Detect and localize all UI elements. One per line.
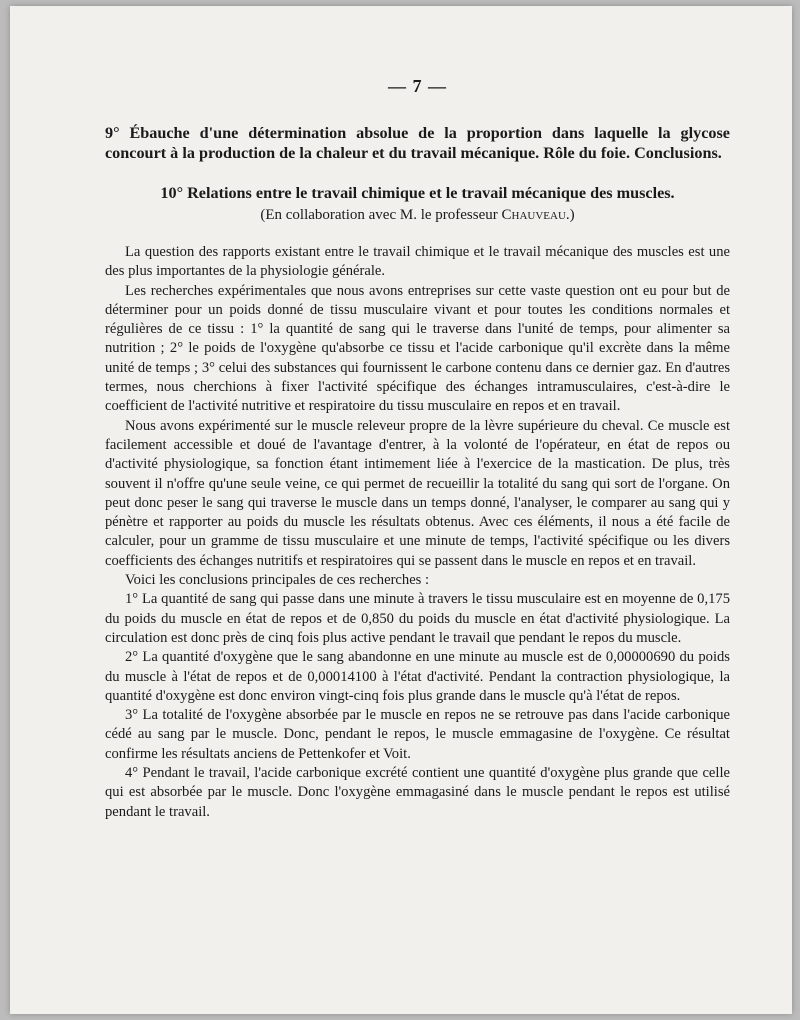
- page-content: [105, 76, 730, 822]
- paragraph-method: Nous avons expérimenté sur le muscle releveur propre de la lèvre supérieure du cheval. Ce muscle est facilement accessible et doué de l'avantage d'entrer, à la volonté de l'opérateur, en état de repos ou d'activité physiologique, sa fonction étant intimement liée à l'exercice de la mastication. De plus, très souvent il n'offre qu'une seule veine, ce qui permet de recueillir la totalité du sang qui sort de l'organe. On peut donc peser le sang qui traverse le muscle dans un temps donné, l'analyser, le comparer au sang qui y pénètre et rapporter au poids du muscle les résultats obtenus. Avec ces éléments, il nous a été facile de calculer, pour un gramme de tissu musculaire et une minute de temps, l'activité spécifique ou les divers coefficients des échanges nutritifs et respiratoires qui se passent dans le muscle en repos et en travail.: [105, 417, 730, 569]
- section-10-heading: 10° Relations entre le travail chimique et le travail mécanique des muscles.: [160, 184, 675, 202]
- document-page: [10, 6, 792, 1014]
- collaboration-suffix: .): [565, 207, 575, 223]
- section-9-heading: 9° Ébauche d'une détermination absolue de la proportion dans laquelle la glycose concourt à la production de la chaleur et du travail mécanique. Rôle du foie. Conclusions.: [105, 124, 730, 162]
- paragraph-conclusion-3: 3° La totalité de l'oxygène absorbée par le muscle en repos ne se retrouve pas dans l'acide carbonique cédé au sang par le muscle. Donc, pendant le repos, le muscle emmagasine de l'oxygène. Ce résultat confirme les résultats anciens de Pettenkofer et Voit.: [105, 707, 730, 762]
- paragraph-conclusions-intro: Voici les conclusions principales de ces recherches :: [125, 572, 430, 589]
- page-number: — 7 —: [388, 76, 447, 96]
- collaborator-name: Chauveau: [501, 207, 566, 223]
- body-text: [105, 243, 730, 822]
- paragraph-research-goals: Les recherches expérimentales que nous avons entreprises sur cette vaste question ont eu pour but de déterminer pour un poids donné de tissu musculaire vivant et pour toutes les conditions normales et régulières de ce tissu : 1° la quantité de sang qui le traverse dans l'unité de temps, pour alimenter sa nutrition ; 2° le poids de l'oxygène qu'absorbe ce tissu et l'acide carbonique qu'il excrète dans la même unité de temps ; 3° celui des substances qui fournissent le carbone contenu dans ce dernier gaz. En d'autres termes, nous cherchions à fixer l'activité spécifique des échanges intramusculaires, c'est-à-dire le coefficient de l'activité nutritive et respiratoire du tissu musculaire en repos et en travail.: [105, 282, 730, 415]
- paragraph-intro: La question des rapports existant entre le travail chimique et le travail mécanique des muscles est une des plus importantes de la physiologie générale.: [105, 244, 730, 280]
- paragraph-conclusion-4: 4° Pendant le travail, l'acide carbonique excrété contient une quantité d'oxygène plus grande que celle qui est absorbée par le muscle. Donc l'oxygène emmagasiné dans le muscle pendant le repos est utilisé pendant le travail.: [105, 765, 730, 820]
- paragraph-conclusion-2: 2° La quantité d'oxygène que le sang abandonne en une minute au muscle est de 0,00000690 du poids du muscle à l'état de repos et de 0,00014100 à l'état d'activité. Pendant la contraction physiologique, la quantité d'oxygène est donc environ vingt-cinq fois plus grande dans le muscle qu'à l'état de repos.: [105, 649, 730, 704]
- collaboration-note: [105, 205, 730, 225]
- collaboration-prefix: (En collaboration avec M. le professeur: [260, 207, 502, 223]
- paragraph-conclusion-1: 1° La quantité de sang qui passe dans une minute à travers le tissu musculaire est en moyenne de 0,175 du poids du muscle en état de repos et de 0,850 du poids du muscle en état d'activité physiologique. La circulation est donc près de cinq fois plus active pendant le travail que pendant le repos du muscle.: [105, 591, 730, 646]
